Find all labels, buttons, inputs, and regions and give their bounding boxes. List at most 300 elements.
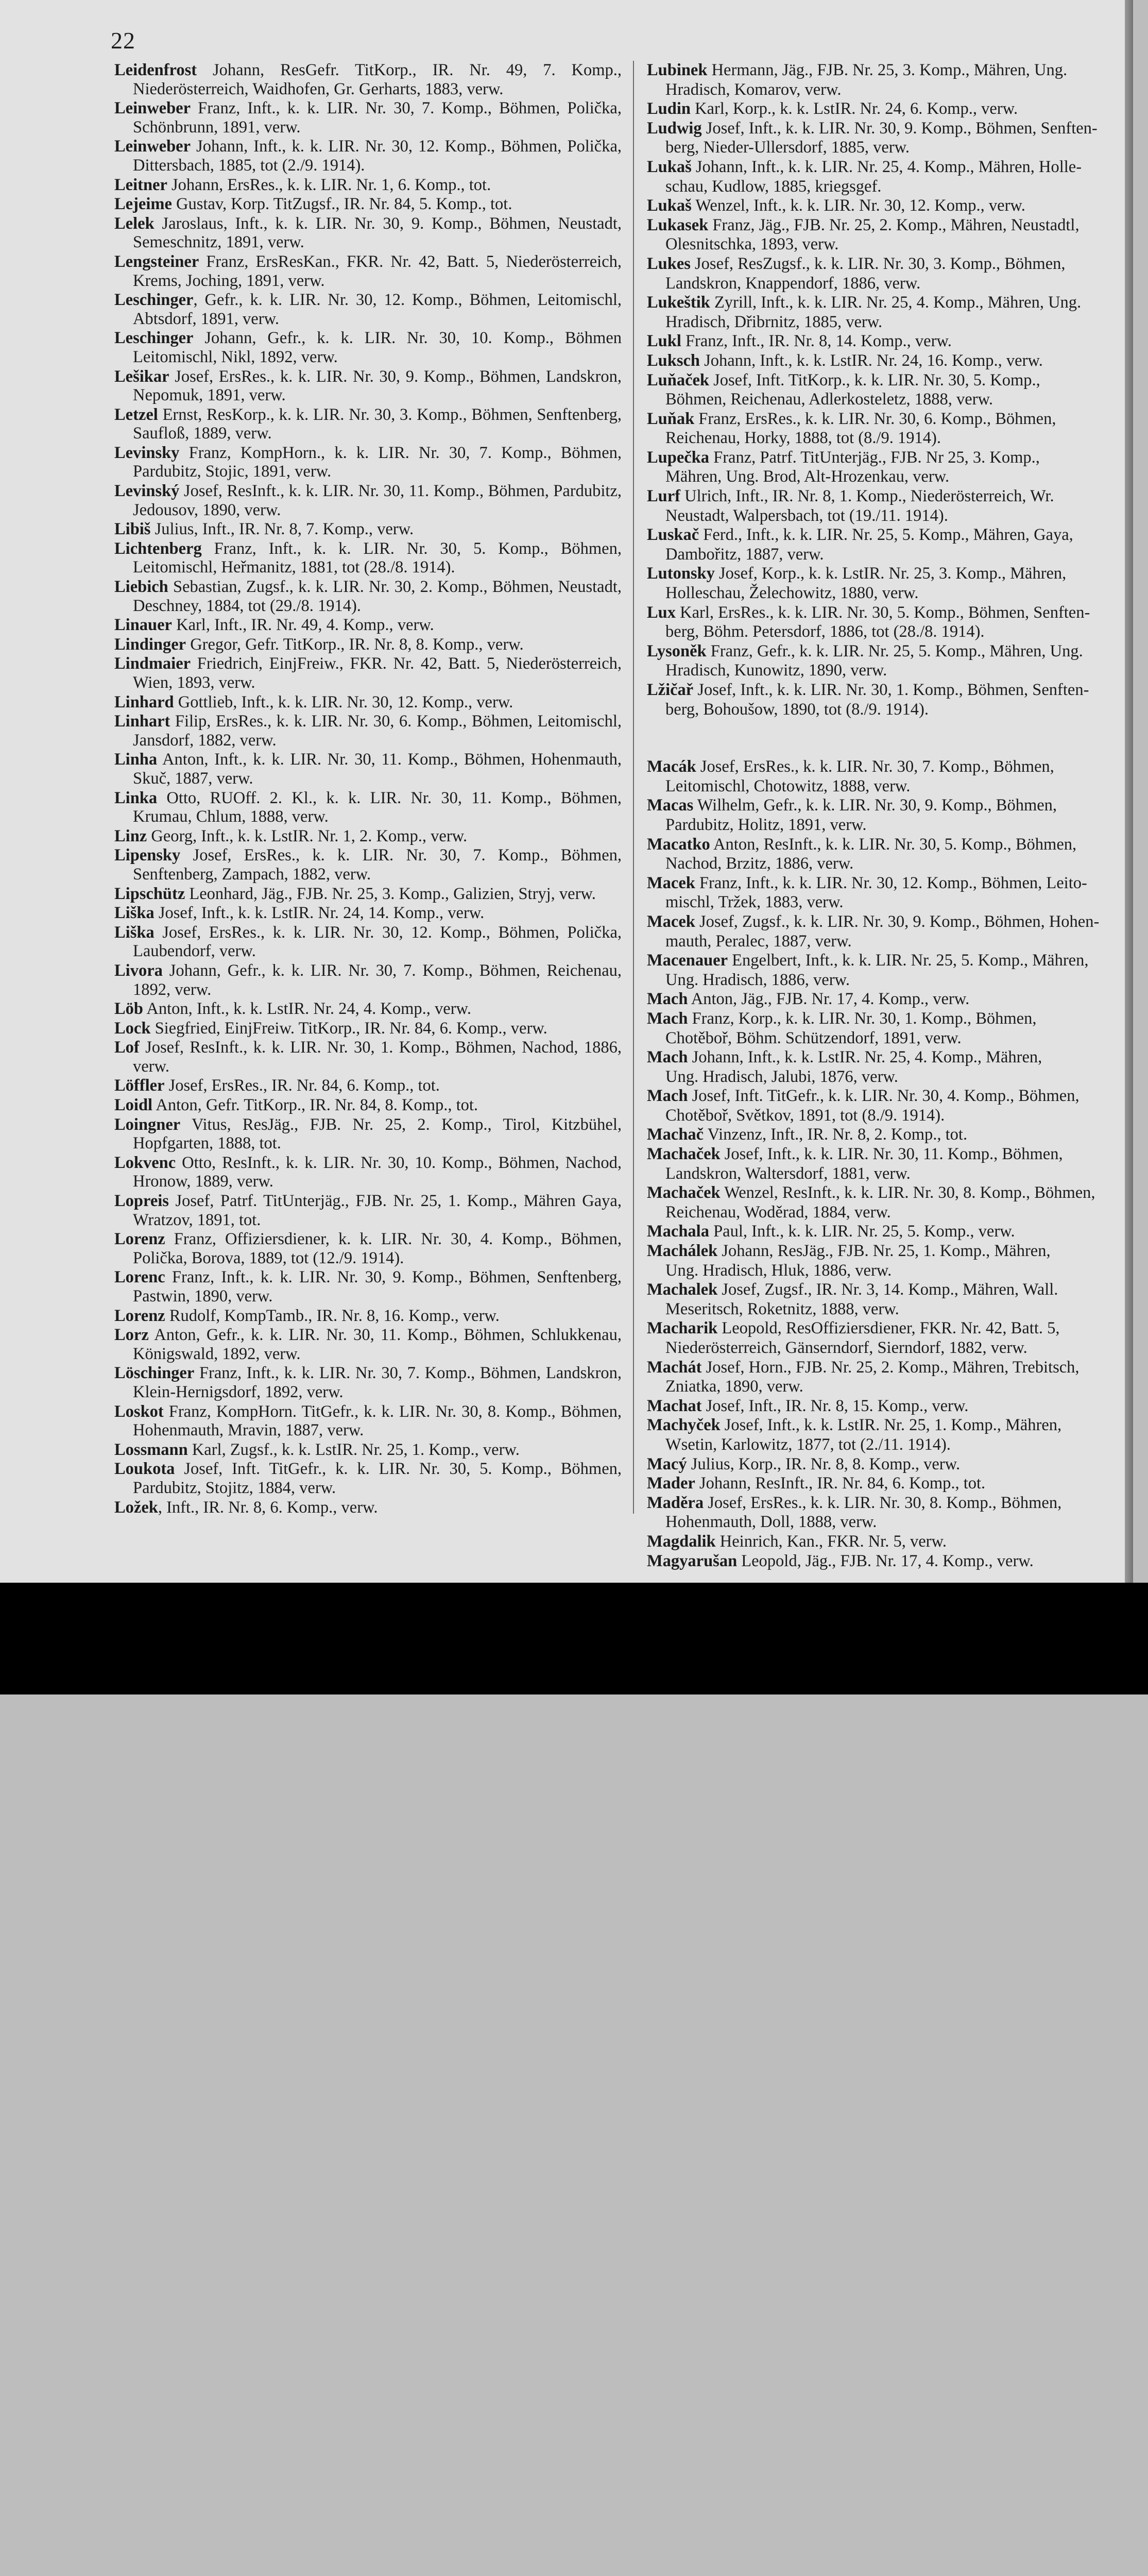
register-entry bbox=[647, 332, 1126, 351]
entry-surname: Leinweber bbox=[114, 137, 191, 156]
register-entry bbox=[647, 1106, 1126, 1125]
register-entry bbox=[114, 1268, 622, 1306]
register-entry bbox=[114, 827, 622, 846]
register-entry bbox=[114, 1498, 622, 1517]
register-entry bbox=[647, 603, 1126, 622]
register-entry bbox=[647, 951, 1126, 970]
register-entry bbox=[647, 835, 1126, 854]
entry-details: Josef, Horn., FJB. Nr. 25, 2. Komp., Mähren, Trebitsch, bbox=[701, 1358, 1080, 1377]
entry-surname: Linhart bbox=[114, 712, 170, 731]
entry-surname: Lux bbox=[647, 603, 676, 622]
entry-details: berg, Böhm. Petersdorf, 1886, tot (28./8. 1914). bbox=[665, 622, 985, 641]
entry-details: Gregor, Gefr. TitKorp., IR. Nr. 8, 8. Komp., verw. bbox=[186, 635, 524, 654]
entry-surname: Lipschütz bbox=[114, 884, 185, 903]
entry-details: Josef, ErsRes., k. k. LIR. Nr. 30, 7. Komp., Böhmen, bbox=[696, 757, 1054, 776]
entry-surname: Lorenz bbox=[114, 1306, 165, 1325]
entry-details: Johann, ResInft., IR. Nr. 84, 6. Komp., tot. bbox=[695, 1474, 986, 1493]
register-entry bbox=[647, 293, 1126, 312]
entry-details: Ung. Hradisch, 1886, verw. bbox=[665, 970, 850, 989]
entry-details: Franz, Inft., k. k. LIR. Nr. 30, 7. Komp., Böhmen, Polička, Schönbrunn, 1891, verw. bbox=[133, 99, 622, 137]
entry-details: Josef, ResInft., k. k. LIR. Nr. 30, 11. Komp., Böhmen, Pardubitz, Jedousov, 1890, verw. bbox=[133, 482, 622, 519]
entry-details: Franz, Inft., IR. Nr. 8, 14. Komp., verw. bbox=[681, 332, 952, 351]
register-entry bbox=[647, 487, 1126, 506]
entry-details: Josef, Inft. TitGefr., k. k. LIR. Nr. 30, 5. Komp., Böhmen, Pardubitz, Stojitz, 1884, verw. bbox=[133, 1460, 622, 1497]
register-entry bbox=[647, 196, 1126, 215]
register-entry bbox=[647, 1203, 1126, 1222]
register-entry bbox=[114, 789, 622, 826]
entry-details: Josef, ErsRes., IR. Nr. 84, 6. Komp., tot. bbox=[164, 1076, 440, 1095]
entry-details: Leonhard, Jäg., FJB. Nr. 25, 3. Komp., Galizien, Stryj, verw. bbox=[185, 884, 596, 903]
register-entry bbox=[647, 681, 1126, 700]
register-entry bbox=[647, 177, 1126, 196]
register-entry bbox=[114, 654, 622, 692]
entry-details: Landskron, Waltersdorf, 1881, verw. bbox=[665, 1164, 911, 1183]
entry-details: Hradisch, Kunowitz, 1890, verw. bbox=[665, 661, 887, 680]
entry-details: Otto, ResInft., k. k. LIR. Nr. 30, 10. Komp., Böhmen, Nachod, Hronow, 1889, verw. bbox=[133, 1153, 622, 1191]
entry-surname: Lukl bbox=[647, 332, 681, 351]
entry-surname: Mach bbox=[647, 1087, 688, 1106]
register-entry bbox=[647, 255, 1126, 274]
entry-surname: Ludin bbox=[647, 99, 691, 118]
entry-surname: Lejeime bbox=[114, 195, 172, 214]
entry-surname: Lukaš bbox=[647, 196, 692, 215]
register-entry bbox=[114, 539, 622, 577]
register-entry bbox=[647, 158, 1126, 177]
entry-details: Karl, Korp., k. k. LstIR. Nr. 24, 6. Komp., verw. bbox=[690, 99, 1018, 118]
entry-surname: Lešikar bbox=[114, 367, 169, 386]
entry-surname: Luskač bbox=[647, 526, 699, 545]
entry-details: Johann, ResJäg., FJB. Nr. 25, 1. Komp., Mähren, bbox=[717, 1242, 1051, 1261]
register-entry bbox=[647, 80, 1126, 99]
entry-surname: Ludwig bbox=[647, 118, 702, 138]
register-entry bbox=[647, 584, 1126, 603]
entry-details: Franz, Inft., k. k. LIR. Nr. 30, 12. Komp., Böhmen, Leito- bbox=[695, 873, 1087, 892]
entry-surname: Macák bbox=[647, 757, 696, 776]
entry-surname: Lutonsky bbox=[647, 564, 715, 583]
entry-details: schau, Kudlow, 1885, kriegsgef. bbox=[665, 177, 882, 196]
entry-details: Josef, Inft., k. k. LstIR. Nr. 25, 1. Komp., Mähren, bbox=[720, 1416, 1062, 1435]
entry-details: Leopold, ResOffiziersdiener, FKR. Nr. 42, Batt. 5, bbox=[717, 1319, 1060, 1338]
left-column bbox=[114, 61, 622, 1517]
entry-surname: Löffler bbox=[114, 1076, 165, 1095]
register-entry bbox=[114, 1230, 622, 1267]
register-entry bbox=[647, 448, 1126, 467]
entry-details: Karl, Zugsf., k. k. LstIR. Nr. 25, 1. Komp., verw. bbox=[187, 1440, 520, 1459]
entry-details: Vitus, ResJäg., FJB. Nr. 25, 2. Komp., Tirol, Kitzbühel, Hopfgarten, 1888, tot. bbox=[133, 1115, 622, 1153]
entry-details: Franz, Korp., k. k. LIR. Nr. 30, 1. Komp., Böhmen, bbox=[688, 1009, 1037, 1028]
entry-surname: Liška bbox=[114, 904, 155, 923]
entry-details: Josef, Korp., k. k. LstIR. Nr. 25, 3. Komp., Mähren, bbox=[714, 564, 1067, 583]
page-edge bbox=[1125, 0, 1133, 1583]
register-entry bbox=[647, 61, 1126, 80]
page-number: 22 bbox=[111, 27, 135, 54]
register-entry bbox=[647, 700, 1126, 719]
register-entry bbox=[114, 750, 622, 788]
register-entry bbox=[647, 1377, 1126, 1396]
viewer-footer bbox=[0, 1583, 1148, 1694]
entry-surname: Levinský bbox=[114, 482, 180, 501]
entry-details: Chotěboř, Světkov, 1891, tot (8./9. 1914). bbox=[665, 1106, 945, 1125]
register-entry bbox=[114, 329, 622, 366]
entry-surname: Lindmaier bbox=[114, 654, 191, 673]
entry-surname: Lubinek bbox=[647, 61, 708, 79]
entry-details: Dambořitz, 1887, verw. bbox=[665, 545, 824, 564]
register-entry bbox=[647, 874, 1126, 893]
entry-details: Holleschau, Želechowitz, 1880, verw. bbox=[665, 584, 919, 603]
entry-surname: Leitner bbox=[114, 175, 167, 194]
entry-details: Johann, ErsRes., k. k. LIR. Nr. 1, 6. Komp., tot. bbox=[167, 175, 491, 194]
register-entry bbox=[647, 990, 1126, 1009]
register-entry bbox=[647, 1338, 1126, 1358]
entry-surname: Mach bbox=[647, 990, 688, 1009]
entry-details: Franz, Gefr., k. k. LIR. Nr. 25, 5. Komp., Mähren, Ung. bbox=[706, 641, 1083, 660]
entry-details: Josef, Inft., k. k. LIR. Nr. 30, 11. Komp., Böhmen, bbox=[720, 1145, 1063, 1164]
entry-surname: Machat bbox=[647, 1396, 702, 1415]
register-entry bbox=[647, 1087, 1126, 1106]
entry-details: Julius, Korp., IR. Nr. 8, 8. Komp., verw. bbox=[687, 1454, 961, 1473]
register-entry bbox=[114, 635, 622, 654]
entry-surname: Letzel bbox=[114, 405, 158, 424]
register-entry bbox=[114, 214, 622, 252]
entry-details: Otto, RUOff. 2. Kl., k. k. LIR. Nr. 30, 11. Komp., Böhmen, Krumau, Chlum, 1888, verw. bbox=[133, 788, 622, 826]
entry-details: Josef, Inft. TitGefr., k. k. LIR. Nr. 30, 4. Komp., Böhmen, bbox=[688, 1087, 1080, 1106]
entry-details: Meseritsch, Roketnitz, 1888, verw. bbox=[665, 1299, 899, 1318]
entry-details: Franz, KompHorn., k. k. LIR. Nr. 30, 7. Komp., Böhmen, Pardubitz, Stojic, 1891, verw. bbox=[133, 443, 622, 481]
entry-surname: Lokvenc bbox=[114, 1153, 176, 1172]
register-entry bbox=[647, 1261, 1126, 1280]
register-entry bbox=[114, 1076, 622, 1095]
entry-surname: Lorenc bbox=[114, 1268, 165, 1287]
entry-details: Josef, Inft. TitKorp., k. k. LIR. Nr. 30, 5. Komp., bbox=[709, 370, 1040, 389]
register-entry bbox=[647, 777, 1126, 796]
entry-details: , Gefr., k. k. LIR. Nr. 30, 12. Komp., Böhmen, Leitomischl, Abtsdorf, 1891, verw. bbox=[133, 291, 622, 328]
register-entry bbox=[647, 313, 1126, 332]
register-entry bbox=[647, 351, 1126, 370]
entry-details: Franz, Patrf. TitUnterjäg., FJB. Nr 25, 3. Komp., bbox=[709, 448, 1040, 467]
register-entry bbox=[114, 1192, 622, 1229]
entry-details: Siegfried, EinjFreiw. TitKorp., IR. Nr. 84, 6. Komp., verw. bbox=[150, 1019, 547, 1038]
register-entry bbox=[647, 1067, 1126, 1087]
entry-details: Josef, ErsRes., k. k. LIR. Nr. 30, 9. Komp., Böhmen, Landskron, Nepomuk, 1891, verw. bbox=[133, 367, 622, 405]
register-entry bbox=[114, 1038, 622, 1076]
entry-surname: Lukaš bbox=[647, 157, 692, 176]
entry-surname: Lžičař bbox=[647, 681, 694, 699]
entry-surname: Magyarušan bbox=[647, 1551, 738, 1570]
register-entry bbox=[114, 61, 622, 98]
entry-surname: Machala bbox=[647, 1222, 709, 1241]
register-entry bbox=[647, 1494, 1126, 1513]
entry-details: Johann, Gefr., k. k. LIR. Nr. 30, 10. Komp., Böhmen Leitomischl, Nikl, 1892, verw. bbox=[133, 329, 622, 366]
entry-details: Johann, Inft., k. k. LstIR. Nr. 25, 4. Komp., Mähren, bbox=[688, 1048, 1042, 1067]
register-entry bbox=[647, 1532, 1126, 1551]
entry-details: Josef, Patrf. TitUnterjäg., FJB. Nr. 25, 1. Komp., Mähren Gaya, Wratzov, 1891, tot. bbox=[133, 1192, 622, 1229]
register-entry bbox=[647, 1280, 1126, 1299]
entry-surname: Macý bbox=[647, 1454, 687, 1473]
entry-surname: Machát bbox=[647, 1358, 702, 1377]
register-entry bbox=[114, 1096, 622, 1115]
entry-surname: Machaček bbox=[647, 1145, 721, 1164]
register-entry bbox=[114, 1364, 622, 1401]
entry-surname: Macenauer bbox=[647, 951, 728, 970]
entry-details: Friedrich, EinjFreiw., FKR. Nr. 42, Batt. 5, Niederösterreich, Wien, 1893, verw. bbox=[133, 654, 622, 692]
entry-surname: Lengsteiner bbox=[114, 252, 199, 271]
entry-details: Hradisch, Dřibrnitz, 1885, verw. bbox=[665, 312, 883, 331]
register-entry bbox=[647, 1455, 1126, 1474]
register-entry bbox=[114, 1154, 622, 1191]
register-entry bbox=[647, 854, 1126, 873]
entry-surname: Lukes bbox=[647, 254, 691, 273]
entry-surname: Macek bbox=[647, 873, 695, 892]
entry-surname: Löschinger bbox=[114, 1364, 195, 1383]
register-entry bbox=[114, 99, 622, 137]
entry-surname: Livora bbox=[114, 961, 163, 980]
entry-details: Ung. Hradisch, Jalubi, 1876, verw. bbox=[665, 1067, 898, 1086]
entry-surname: Leidenfrost bbox=[114, 61, 197, 79]
right-column-l-section bbox=[647, 61, 1126, 719]
entry-surname: Machač bbox=[647, 1125, 704, 1144]
entry-surname: Mach bbox=[647, 1048, 688, 1067]
entry-surname: Luňak bbox=[647, 409, 695, 428]
entry-details: mauth, Peralec, 1887, verw. bbox=[665, 931, 852, 951]
register-entry bbox=[647, 1145, 1126, 1164]
entry-surname: Maděra bbox=[647, 1493, 704, 1512]
entry-details: Johann, Inft., k. k. LIR. Nr. 25, 4. Komp., Mähren, Holle- bbox=[691, 157, 1082, 176]
register-entry bbox=[114, 923, 622, 961]
entry-details: Josef, ResInft., k. k. LIR. Nr. 30, 1. Komp., Böhmen, Nachod, 1886, verw. bbox=[133, 1038, 622, 1076]
entry-details: Wsetin, Karlowitz, 1877, tot (2./11. 1914). bbox=[665, 1435, 951, 1454]
entry-details: Josef, Inft., k. k. LstIR. Nr. 24, 14. Komp., verw. bbox=[154, 904, 485, 923]
entry-details: Chotěboř, Böhm. Schützendorf, 1891, verw. bbox=[665, 1028, 962, 1047]
register-entry bbox=[647, 1358, 1126, 1377]
register-entry bbox=[114, 578, 622, 615]
entry-details: Zyrill, Inft., k. k. LIR. Nr. 25, 4. Komp., Mähren, Ung. bbox=[710, 293, 1082, 312]
entry-details: Anton, Gefr. TitKorp., IR. Nr. 84, 8. Komp., tot. bbox=[152, 1096, 478, 1115]
entry-details: Franz, Offiziersdiener, k. k. LIR. Nr. 30, 4. Komp., Böhmen, Polička, Borova, 1889, tot (12./9. 1914). bbox=[133, 1230, 622, 1267]
entry-surname: Macas bbox=[647, 796, 694, 815]
entry-surname: Lupečka bbox=[647, 448, 710, 467]
entry-surname: Liška bbox=[114, 923, 155, 942]
entry-details: Franz, Inft., k. k. LIR. Nr. 30, 5. Komp., Böhmen, Leitomischl, Heřmanitz, 1881, tot (28./8. 1914). bbox=[133, 539, 622, 577]
entry-surname: Linhard bbox=[114, 692, 174, 711]
entry-surname: Machyček bbox=[647, 1416, 721, 1435]
entry-surname: Leinweber bbox=[114, 99, 191, 118]
register-entry bbox=[647, 1397, 1126, 1416]
entry-details: Wilhelm, Gefr., k. k. LIR. Nr. 30, 9. Komp., Böhmen, bbox=[693, 796, 1057, 815]
entry-surname: Mader bbox=[647, 1474, 695, 1493]
register-entry bbox=[114, 616, 622, 635]
register-entry bbox=[647, 506, 1126, 526]
entry-details: Rudolf, KompTamb., IR. Nr. 8, 16. Komp., verw. bbox=[165, 1306, 500, 1325]
entry-surname: Liebich bbox=[114, 578, 168, 597]
entry-details: Josef, Inft., k. k. LIR. Nr. 30, 1. Komp., Böhmen, Senften- bbox=[693, 681, 1089, 699]
entry-surname: Loukota bbox=[114, 1460, 175, 1479]
register-entry bbox=[647, 235, 1126, 254]
entry-surname: Macharik bbox=[647, 1319, 718, 1338]
register-entry bbox=[647, 661, 1126, 680]
entry-details: Wenzel, Inft., k. k. LIR. Nr. 30, 12. Komp., verw. bbox=[691, 196, 1025, 215]
register-entry bbox=[647, 796, 1126, 815]
register-entry bbox=[647, 816, 1126, 835]
entry-surname: Lukasek bbox=[647, 215, 709, 234]
section-gap bbox=[647, 719, 1126, 757]
entry-surname: Macek bbox=[647, 912, 695, 931]
entry-details: Engelbert, Inft., k. k. LIR. Nr. 25, 5. Komp., Mähren, bbox=[728, 951, 1089, 970]
entry-details: Hermann, Jäg., FJB. Nr. 25, 3. Komp., Mähren, Ung. bbox=[707, 61, 1068, 79]
entry-surname: Luňaček bbox=[647, 370, 710, 389]
register-entry bbox=[114, 482, 622, 519]
register-entry bbox=[114, 1460, 622, 1497]
entry-details: mischl, Tržek, 1883, verw. bbox=[665, 893, 844, 912]
entry-details: Anton, Inft., k. k. LIR. Nr. 30, 11. Komp., Böhmen, Hohenmauth, Skuč, 1887, verw. bbox=[133, 750, 622, 788]
entry-details: Julius, Inft., IR. Nr. 8, 7. Komp., verw. bbox=[150, 520, 414, 539]
entry-details: Neustadt, Walpersbach, tot (19./11. 1914). bbox=[665, 506, 948, 525]
entry-details: Josef, ResZugsf., k. k. LIR. Nr. 30, 3. Komp., Böhmen, bbox=[690, 254, 1066, 273]
entry-details: Franz, Inft., k. k. LIR. Nr. 30, 7. Komp., Böhmen, Landskron, Klein-Hernigsdorf, 1892, verw. bbox=[133, 1364, 622, 1401]
entry-details: Johann, Inft., k. k. LIR. Nr. 30, 12. Komp., Böhmen, Polička, Dittersbach, 1885, tot (2./9. 1914). bbox=[133, 137, 622, 175]
entry-details: berg, Bohoušow, 1890, tot (8./9. 1914). bbox=[665, 700, 929, 719]
register-entry bbox=[647, 410, 1126, 429]
entry-details: Johann, Gefr., k. k. LIR. Nr. 30, 7. Komp., Böhmen, Reichenau, 1892, verw. bbox=[133, 961, 622, 999]
register-entry bbox=[114, 885, 622, 904]
register-entry bbox=[647, 1164, 1126, 1183]
register-entry bbox=[114, 405, 622, 443]
entry-details: berg, Nieder-Ullersdorf, 1885, verw. bbox=[665, 138, 910, 157]
register-entry bbox=[647, 119, 1126, 138]
register-entry bbox=[114, 176, 622, 195]
entry-surname: Löb bbox=[114, 999, 144, 1019]
register-entry bbox=[114, 904, 622, 923]
entry-surname: Loingner bbox=[114, 1115, 181, 1134]
entry-surname: Lock bbox=[114, 1019, 151, 1038]
register-entry bbox=[647, 545, 1126, 564]
entry-details: Josef, ErsRes., k. k. LIR. Nr. 30, 7. Komp., Böhmen, Senftenberg, Zampach, 1882, verw. bbox=[133, 846, 622, 884]
register-entry bbox=[647, 1300, 1126, 1319]
entry-surname: Linauer bbox=[114, 616, 172, 635]
entry-details: Karl, Inft., IR. Nr. 49, 4. Komp., verw. bbox=[172, 616, 434, 635]
register-entry bbox=[647, 1242, 1126, 1261]
register-entry bbox=[647, 932, 1126, 951]
entry-details: Sebastian, Zugsf., k. k. LIR. Nr. 30, 2. Komp., Böhmen, Neustadt, Deschney, 1884, tot (29./8. 1914). bbox=[133, 578, 622, 615]
register-entry bbox=[647, 371, 1126, 390]
entry-surname: Ložek bbox=[114, 1498, 158, 1517]
entry-surname: Levinsky bbox=[114, 443, 180, 462]
entry-surname: Lelek bbox=[114, 214, 155, 233]
register-entry bbox=[647, 1513, 1126, 1532]
register-entry bbox=[647, 1125, 1126, 1144]
entry-surname: Lopreis bbox=[114, 1192, 169, 1211]
entry-details: Pardubitz, Holitz, 1891, verw. bbox=[665, 815, 867, 834]
entry-details: Josef, Zugsf., IR. Nr. 3, 14. Komp., Mähren, Wall. bbox=[717, 1280, 1058, 1299]
entry-details: Ernst, ResKorp., k. k. LIR. Nr. 30, 3. Komp., Böhmen, Senftenberg, Saufloß, 1889, verw. bbox=[133, 405, 622, 443]
entry-details: Reichenau, Woděrad, 1884, verw. bbox=[665, 1202, 891, 1222]
entry-surname: Lindinger bbox=[114, 635, 186, 654]
entry-details: Josef, Inft., IR. Nr. 8, 15. Komp., verw. bbox=[701, 1396, 969, 1415]
entry-surname: Machálek bbox=[647, 1242, 718, 1261]
register-entry bbox=[647, 1183, 1126, 1202]
entry-surname: Linz bbox=[114, 826, 147, 845]
entry-surname: Lysoněk bbox=[647, 641, 707, 660]
entry-details: Georg, Inft., k. k. LstIR. Nr. 1, 2. Komp., verw. bbox=[147, 826, 468, 845]
entry-details: Hohenmauth, Doll, 1888, verw. bbox=[665, 1513, 877, 1532]
entry-surname: Machaček bbox=[647, 1183, 721, 1202]
entry-surname: Loidl bbox=[114, 1096, 153, 1115]
entry-surname: Machalek bbox=[647, 1280, 718, 1299]
entry-details: Josef, ErsRes., k. k. LIR. Nr. 30, 12. Komp., Böhmen, Polička, Laubendorf, verw. bbox=[133, 923, 622, 961]
entry-details: Hradisch, Komarov, verw. bbox=[665, 80, 842, 99]
right-column-m-section bbox=[647, 757, 1126, 1570]
entry-surname: Lipensky bbox=[114, 846, 181, 865]
register-entry bbox=[114, 367, 622, 405]
entry-details: Böhmen, Reichenau, Adlerkosteletz, 1888, verw. bbox=[665, 390, 993, 409]
register-entry bbox=[114, 195, 622, 214]
register-entry bbox=[114, 520, 622, 539]
entry-details: Anton, Jäg., FJB. Nr. 17, 4. Komp., verw. bbox=[688, 990, 970, 1009]
register-entry bbox=[647, 1435, 1126, 1454]
entry-surname: Lichtenberg bbox=[114, 539, 202, 558]
entry-surname: Leschinger bbox=[114, 291, 194, 310]
entry-surname: Linha bbox=[114, 750, 158, 769]
register-entry bbox=[114, 1115, 622, 1153]
entry-details: Franz, Jäg., FJB. Nr. 25, 2. Komp., Mähren, Neustadtl, bbox=[708, 215, 1080, 234]
entry-details: Josef, Inft., k. k. LIR. Nr. 30, 9. Komp., Böhmen, Senften- bbox=[701, 118, 1098, 138]
register-entry bbox=[114, 712, 622, 750]
right-column bbox=[647, 61, 1126, 1571]
entry-details: Mähren, Ung. Brod, Alt-Hrozenkau, verw. bbox=[665, 467, 950, 486]
register-entry bbox=[647, 642, 1126, 661]
entry-surname: Linka bbox=[114, 788, 158, 807]
register-entry bbox=[647, 1552, 1126, 1571]
register-entry bbox=[114, 444, 622, 481]
column-divider bbox=[633, 61, 634, 1514]
register-entry bbox=[647, 893, 1126, 912]
entry-details: Landskron, Knappendorf, 1886, verw. bbox=[665, 274, 921, 293]
entry-surname: Lof bbox=[114, 1038, 140, 1057]
register-entry bbox=[647, 99, 1126, 118]
register-entry bbox=[114, 999, 622, 1019]
entry-details: Franz, Inft., k. k. LIR. Nr. 30, 9. Komp., Böhmen, Senftenberg, Pastwin, 1890, verw. bbox=[133, 1268, 622, 1306]
entry-details: Paul, Inft., k. k. LIR. Nr. 25, 5. Komp., verw. bbox=[709, 1222, 1015, 1241]
entry-details: Ulrich, Inft., IR. Nr. 8, 1. Komp., Niederösterreich, Wr. bbox=[680, 487, 1054, 506]
register-entry bbox=[647, 564, 1126, 583]
entry-details: Ferd., Inft., k. k. LIR. Nr. 25, 5. Komp., Mähren, Gaya, bbox=[699, 526, 1073, 545]
entry-details: Leitomischl, Chotowitz, 1888, verw. bbox=[665, 776, 911, 795]
register-entry bbox=[114, 693, 622, 712]
register-entry bbox=[647, 757, 1126, 776]
entry-details: Vinzenz, Inft., IR. Nr. 8, 2. Komp., tot. bbox=[704, 1125, 968, 1144]
entry-details: Franz, ErsResKan., FKR. Nr. 42, Batt. 5, Niederösterreich, Krems, Joching, 1891, verw. bbox=[133, 252, 622, 290]
entry-details: Anton, Gefr., k. k. LIR. Nr. 30, 11. Komp., Böhmen, Schlukkenau, Königswald, 1892, verw. bbox=[133, 1326, 622, 1363]
register-entry bbox=[647, 526, 1126, 545]
entry-surname: Lukeštik bbox=[647, 293, 710, 312]
entry-details: Franz, KompHorn. TitGefr., k. k. LIR. Nr. 30, 8. Komp., Böhmen, Hohenmauth, Mravin, 1887, verw. bbox=[133, 1402, 622, 1440]
entry-details: Ung. Hradisch, Hluk, 1886, verw. bbox=[665, 1261, 892, 1280]
register-entry bbox=[114, 252, 622, 290]
entry-details: Jaroslaus, Inft., k. k. LIR. Nr. 30, 9. Komp., Böhmen, Neustadt, Semeschnitz, 1891, verw. bbox=[133, 214, 622, 252]
register-entry bbox=[114, 1440, 622, 1460]
register-entry bbox=[647, 429, 1126, 448]
entry-surname: Lossmann bbox=[114, 1440, 188, 1459]
register-entry bbox=[647, 912, 1126, 931]
entry-details: Gottlieb, Inft., k. k. LIR. Nr. 30, 12. Komp., verw. bbox=[174, 692, 513, 711]
register-entry bbox=[647, 1009, 1126, 1028]
register-entry bbox=[647, 1416, 1126, 1435]
register-entry bbox=[114, 846, 622, 884]
entry-surname: Magdalik bbox=[647, 1532, 716, 1551]
entry-details: Johann, ResGefr. TitKorp., IR. Nr. 49, 7. Komp., Niederösterreich, Waidhofen, Gr. Gerharts, 1883, verw. bbox=[133, 61, 622, 98]
register-entry bbox=[114, 1326, 622, 1363]
register-entry bbox=[114, 1019, 622, 1038]
register-entry bbox=[647, 274, 1126, 293]
